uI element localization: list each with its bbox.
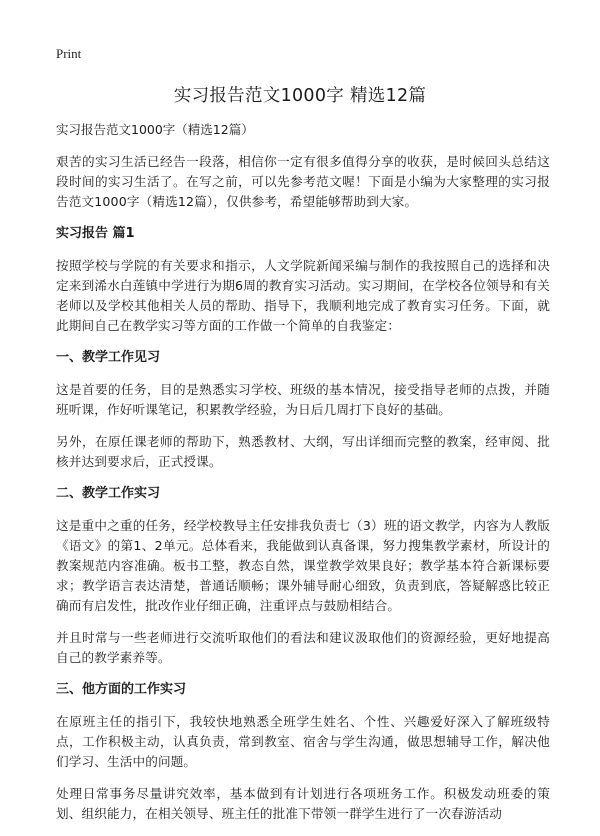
report-heading: 实习报告 篇1 bbox=[56, 226, 135, 241]
section-paragraph: 在原班主任的指引下，我较快地熟悉全班学生姓名、个性、兴趣爱好深入了解班级特点，工作积极主动，认真负责，常到教室、宿舍与学生沟通，做思想辅导工作，解决他们学习、生活中的问题。 bbox=[56, 714, 550, 769]
document-title: 实习报告范文1000字 精选12篇 bbox=[173, 86, 427, 106]
section-paragraph: 这是重中之重的任务，经学校教导主任安排我负责七（3）班的语文教学，内容为人教版《语文》的第1、2单元。总体看来，我能做到认真备课，努力搜集教学素材，所设计的教案规范内容准确。板书工整，教态自然，课堂教学效果良好；教学基本符合新课标要求；教学语言表达清楚，普通话顺畅；课外辅导耐心细致，负责到底，答疑解惑比较正确而有启发性，批改作业仔细正确，注重评点与鼓励相结合。 bbox=[56, 518, 550, 613]
section-paragraph: 另外，在原任课老师的帮助下，熟悉教材、大纲，写出详细而完整的教案，经审阅、批核并达到要求后，正式授课。 bbox=[56, 434, 550, 469]
section-paragraph: 处理日常事务尽量讲究效率，基本做到有计划进行各项班务工作。积极发动班委的策划、组织能力，在相关领导、班主任的批准下带领一群学生进行了一次春游活动 bbox=[56, 786, 550, 821]
intro-paragraph: 艰苦的实习生活已经告一段落，相信你一定有很多值得分享的收获，是时候回头总结这段时间的实习生活了。在写之前，可以先参考范文喔！下面是小编为大家整理的实习报告范文1000字（精选12篇），仅供参考，希望能够帮助到大家。 bbox=[56, 154, 550, 209]
section-heading-teaching-observation: 一、教学工作见习 bbox=[56, 350, 161, 365]
section-paragraph: 并且时常与一些老师进行交流听取他们的看法和建议汲取他们的资源经验，更好地提高自己的教学素养等。 bbox=[56, 630, 550, 665]
document-body bbox=[56, 120, 550, 836]
report-intro-paragraph: 按照学校与学院的有关要求和指示，人文学院新闻采编与制作的我按照自己的选择和决定来到浠水白莲镇中学进行为期6周的教育实习活动。实习期间，在学校各位领导和有关老师以及学校其他相关人员的帮助、指导下，我顺利地完成了教育实习任务。下面，就此期间自己在教学实习等方面的工作做一个简单的自我鉴定： bbox=[56, 258, 550, 333]
print-label: Print bbox=[56, 46, 82, 61]
section-paragraph: 这是首要的任务，目的是熟悉实习学校、班级的基本情况，接受指导老师的点拨，并随班听课，作好听课笔记，积累教学经验，为日后几周打下良好的基础。 bbox=[56, 382, 550, 417]
section-heading-other-work: 三、他方面的工作实习 bbox=[56, 682, 187, 697]
document-subtitle: 实习报告范文1000字（精选12篇） bbox=[56, 122, 254, 137]
section-heading-teaching-practice: 二、教学工作实习 bbox=[56, 486, 161, 501]
